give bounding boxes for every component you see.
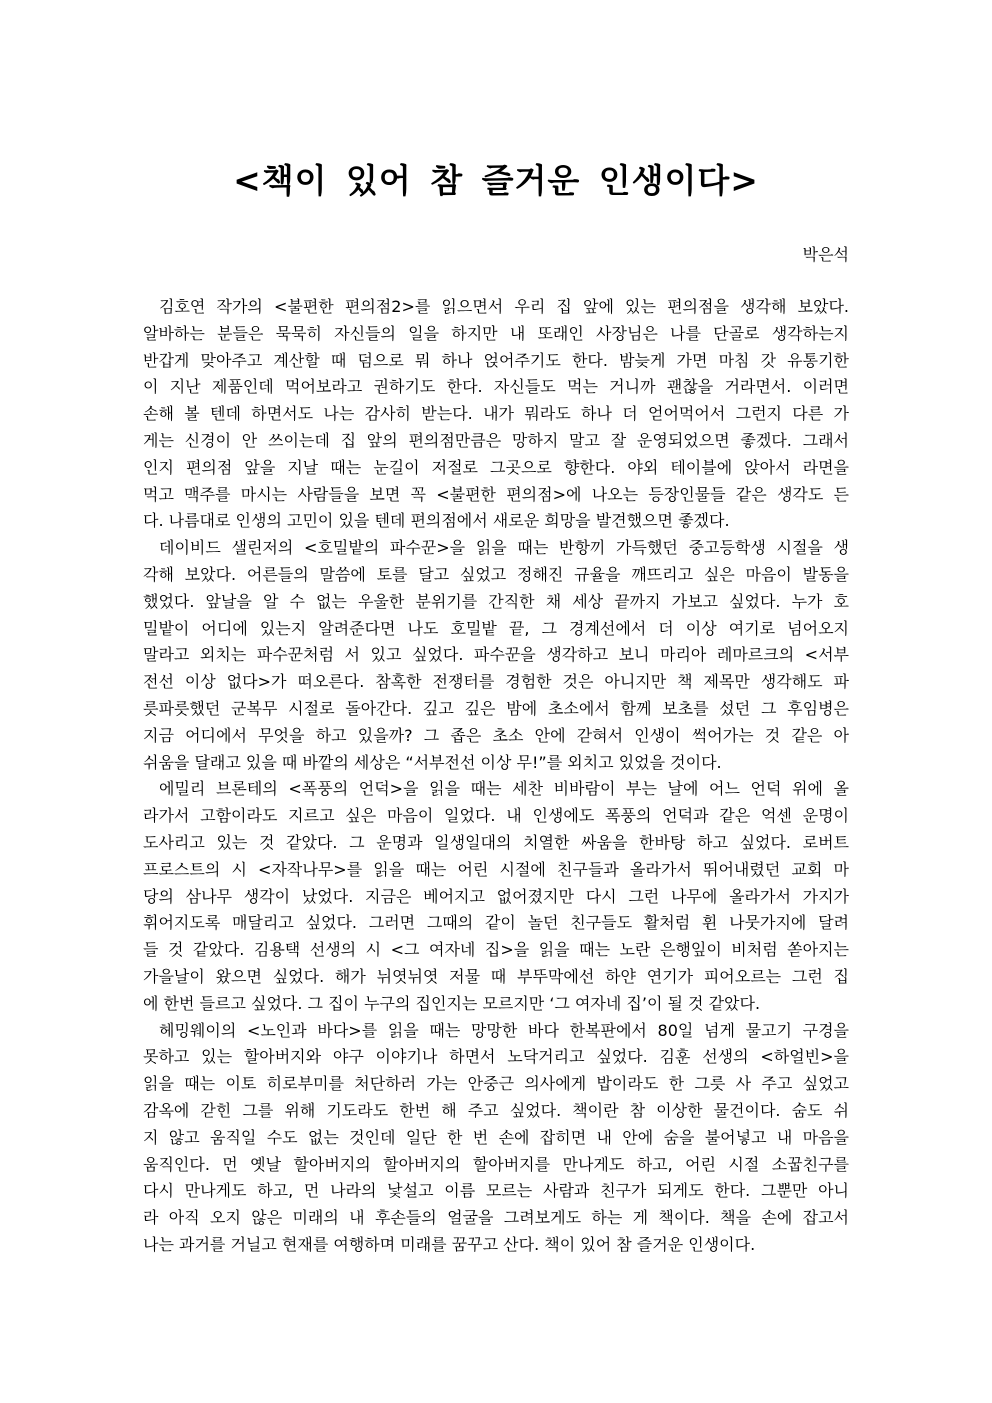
text-line: 에 한번 들르고 싶었다. 그 집이 누구의 집인지는 모르지만 ‘그 여자네 집’이 될 것 같았다. [143,993,761,1013]
text-line: 이 지난 제품인데 먹어보라고 권하기도 한다. 자신들도 먹는 거니까 괜찮을 거라면서. 이러면 [143,377,849,397]
text-line: 게는 신경이 안 쓰이는데 집 앞의 편의점만큼은 망하지 말고 잘 운영되었으면 좋겠다. 그래서 [143,430,849,450]
text-line: 헤밍웨이의 <노인과 바다>를 읽을 때는 망망한 바다 한복판에서 80일 넘게 물고기 구경을 [159,1020,849,1040]
text-line: 릇파릇했던 군복무 시절로 돌아간다. 깊고 깊은 밤에 초소에서 함께 보초를 섰던 그 후임병은 [143,698,849,718]
text-line: 당의 삼나무 생각이 났었다. 지금은 베어지고 없어졌지만 다시 그런 나무에 올라가서 가지가 [143,886,849,906]
text-line: 말라고 외치는 파수꾼처럼 서 있고 싶었다. 파수꾼을 생각하고 보니 마리아 레마르크의 <서부 [143,645,849,665]
text-line: 감옥에 갇힌 그를 위해 기도라도 한번 해 주고 싶었다. 책이란 참 이상한 물건이다. 숨도 쉬 [143,1100,849,1120]
text-line: 다시 만나게도 하고, 먼 나라의 낯설고 이름 모르는 사람과 친구가 되게도 한다. 그뿐만 아니 [143,1181,849,1201]
text-line: 라 아직 오지 않은 미래의 내 후손들의 얼굴을 그려보게도 하는 게 책이다. 책을 손에 잡고서 [143,1208,849,1228]
text-line: 못하고 있는 할아버지와 야구 이야기나 하면서 노닥거리고 싶었다. 김훈 선생의 <하얼빈>을 [143,1047,849,1067]
text-line: 먹고 맥주를 마시는 사람들을 보면 꼭 <불편한 편의점>에 나오는 등장인물들 같은 생각도 든 [143,484,849,504]
text-line: 손해 볼 텐데 하면서도 나는 감사히 받는다. 내가 뭐라도 하나 더 얻어먹어서 그런지 다른 가 [143,404,849,424]
text-line: 알바하는 분들은 묵묵히 자신들의 일을 하지만 내 또래인 사장님은 나를 단골로 생각하는지 [143,323,849,343]
text-line: 다. 나름대로 인생의 고민이 있을 텐데 편의점에서 새로운 희망을 발견했으면 좋겠다. [143,511,730,531]
text-line: 쉬움을 달래고 있을 때 바깥의 세상은 “서부전선 이상 무!”를 외치고 있었을 것이다. [143,752,722,772]
text-line: 지금 어디에서 무엇을 하고 있을까? 그 좁은 초소 안에 갇혀서 인생이 썩어가는 것 같은 아 [143,725,849,745]
text-line: 반갑게 맞아주고 계산할 때 덤으로 뭐 하나 얹어주기도 한다. 밤늦게 가면 마침 갓 유통기한 [143,350,849,370]
text-line: 휘어지도록 매달리고 싶었다. 그러면 그때의 같이 놀던 친구들도 활처럼 휜 나뭇가지에 달려 [143,913,849,933]
author-name: 박은석 [802,245,849,264]
text-line: 가을날이 왔으면 싶었다. 해가 뉘엿뉘엿 저물 때 부뚜막에선 하얀 연기가 피어오르는 그런 집 [143,966,849,986]
text-line: 전선 이상 없다>가 떠오른다. 참혹한 전쟁터를 경험한 것은 아니지만 책 제목만 생각해도 파 [143,672,849,692]
text-line: 들 것 같았다. 김용택 선생의 시 <그 여자네 집>을 읽을 때는 노란 은행잎이 비처럼 쏟아지는 [143,940,849,960]
text-line: 밀밭이 어디에 있는지 알려준다면 나도 호밀밭 끝, 그 경계선에서 더 이상 여기로 넘어오지 [143,618,849,638]
text-line: 지 않고 움직일 수도 없는 것인데 일단 한 번 손에 잡히면 내 안에 숨을 불어넣고 내 마음을 [143,1127,849,1147]
text-line: 도사리고 있는 것 같았다. 그 운명과 일생일대의 치열한 싸움을 한바탕 하고 싶었다. 로버트 [143,832,849,852]
text-line: 데이비드 샐린저의 <호밀밭의 파수꾼>을 읽을 때는 반항끼 가득했던 중고등학생 시절을 생 [159,538,849,558]
text-line: 각해 보았다. 어른들의 말씀에 토를 달고 싶었고 정해진 규율을 깨뜨리고 싶은 마음이 발동을 [143,564,849,584]
essay-body [143,294,849,1259]
text-line: 읽을 때는 이토 히로부미를 처단하러 가는 안중근 의사에게 밥이라도 한 그릇 사 주고 싶었고 [143,1074,849,1094]
text-line: 나는 과거를 거닐고 현재를 여행하며 미래를 꿈꾸고 산다. 책이 있어 참 즐거운 인생이다. [143,1234,756,1254]
text-line: 라가서 고함이라도 지르고 싶은 마음이 일었다. 내 인생에도 폭풍의 언덕과 같은 억센 운명이 [143,806,849,826]
document-title: <책이 있어 참 즐거운 인생이다> [233,161,759,200]
text-line: 인지 편의점 앞을 지날 때는 눈길이 저절로 그곳으로 향한다. 야외 테이블에 앉아서 라면을 [143,457,849,477]
text-line: 했었다. 앞날을 알 수 없는 우울한 분위기를 간직한 채 세상 끝까지 가보고 싶었다. 누가 호 [143,591,849,611]
text-line: 프로스트의 시 <자작나무>를 읽을 때는 어린 시절에 친구들과 올라가서 뛰어내렸던 교회 마 [143,859,849,879]
text-line: 움직인다. 먼 옛날 할아버지의 할아버지의 할아버지를 만나게도 하고, 어린 시절 소꿉친구를 [143,1154,849,1174]
text-line: 에밀리 브론테의 <폭풍의 언덕>을 읽을 때는 세찬 비바람이 부는 날에 어느 언덕 위에 올 [159,779,849,799]
text-line: 김호연 작가의 <불편한 편의점2>를 읽으면서 우리 집 앞에 있는 편의점을 생각해 보았다. [159,297,849,316]
